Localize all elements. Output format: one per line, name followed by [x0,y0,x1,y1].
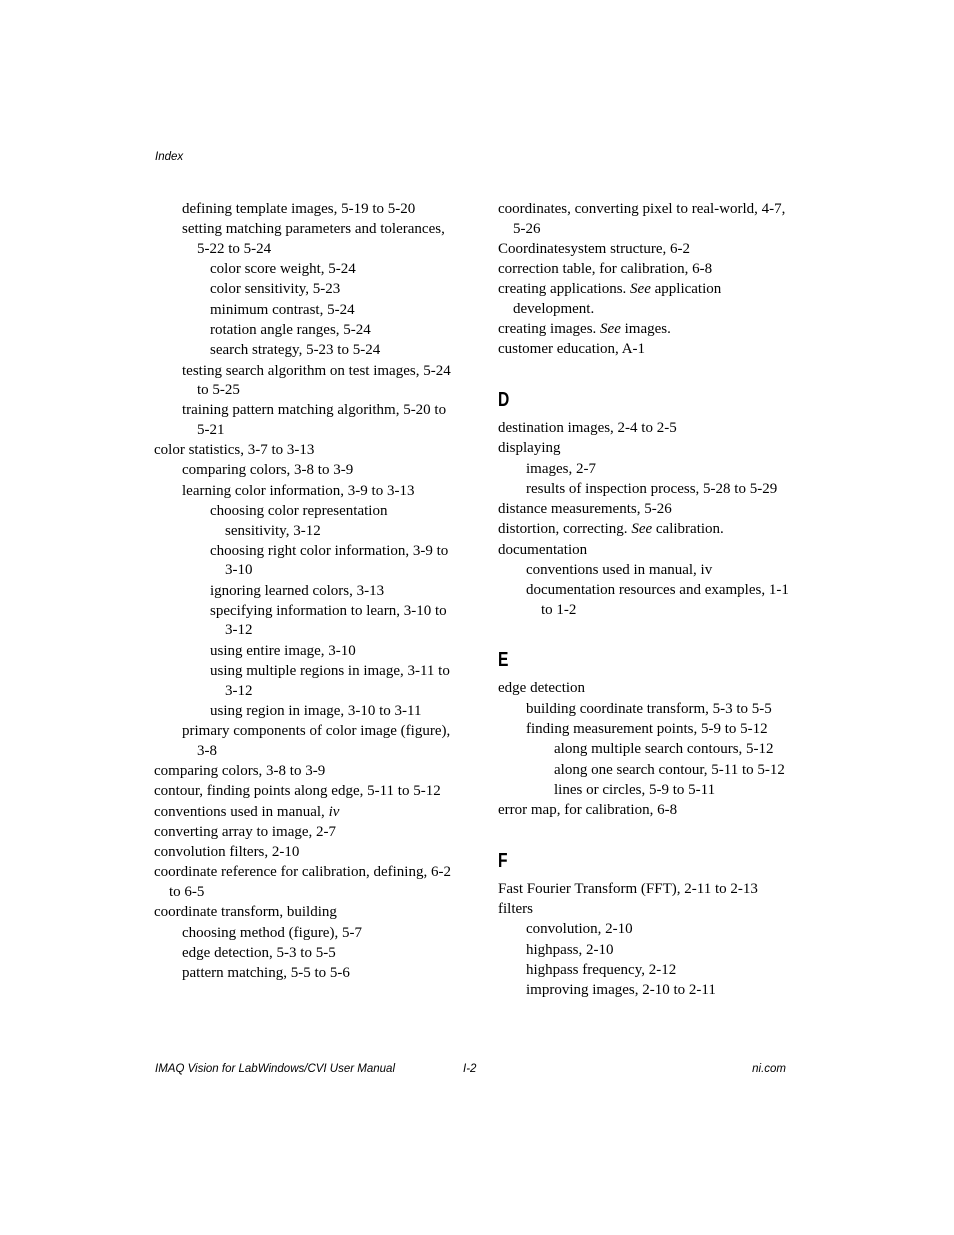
index-entry [498,700,798,720]
index-entry-text: specifying information to learn, 3-10 to 3-12 [210,602,447,639]
index-entry-text: creating images. [498,321,601,338]
index-entry [154,762,454,782]
index-entry [154,401,454,440]
index-entry-text: coordinates, converting pixel to real-world, 4-7, 5-26 [498,201,786,237]
index-entry [498,581,798,620]
index-entry-text: pattern matching, 5-5 to 5-6 [182,965,350,982]
index-entry-text: color statistics, 3-7 to 3-13 [154,442,315,459]
index-entry [498,781,798,801]
index-entry [154,662,454,701]
index-entry-text: Coordinatesystem structure, 6-2 [498,240,691,257]
index-entry-text: search strategy, 5-23 to 5-24 [210,342,381,359]
index-entry [498,439,798,459]
index-entry [154,964,454,984]
index-entry-text: displaying [498,440,561,457]
index-entry [498,240,798,260]
index-entry-text: documentation resources and examples, 1-1 to 1-2 [526,582,789,618]
index-entry [498,200,798,239]
index-entry [498,541,798,561]
section-letter-d: D [498,388,510,411]
index-entry-text: images. [620,321,671,338]
index-entry-text: calibration. [652,521,724,538]
index-entry [498,880,798,900]
index-entry-text: coordinate reference for calibration, defining, 6-2 to 6-5 [154,864,451,900]
index-entry-text: distortion, correcting. [498,521,632,538]
index-entry [498,801,798,821]
index-entry [154,542,454,581]
index-entry-text: results of inspection process, 5-28 to 5-29 [526,480,778,497]
index-entry-text: convolution, 2-10 [526,921,633,938]
index-entry [154,782,454,802]
index-entry-text: destination images, 2-4 to 2-5 [498,419,677,436]
index-column-left [154,200,454,984]
index-entry-text: correction table, for calibration, 6-8 [498,261,713,278]
index-entry [154,321,454,341]
index-entry-text: choosing color representation sensitivity, 3-12 [210,503,388,539]
index-entry-text: convolution filters, 2-10 [154,844,300,861]
index-entry-emphasis: See [631,521,653,538]
index-entry-text: creating applications. [498,281,631,298]
index-entry-text: converting array to image, 2-7 [154,823,337,840]
index-entry [498,500,798,520]
index-entry [498,340,798,360]
index-entry [154,341,454,361]
index-entry [154,803,454,823]
index-entry [154,362,454,401]
index-entry-text: distance measurements, 5-26 [498,501,672,518]
index-entry-text: edge detection [498,680,586,697]
index-entry-text: conventions used in manual, iv [526,562,713,579]
index-entry-text: setting matching parameters and tolerances, 5-22 to 5-24 [182,221,445,257]
index-entry-text: minimum contrast, 5-24 [210,301,355,318]
index-entry [154,502,454,541]
index-entry [154,260,454,280]
index-entry-text: defining template images, 5-19 to 5-20 [182,201,416,217]
index-entry-text: color sensitivity, 5-23 [210,281,341,298]
index-entry-text: using region in image, 3-10 to 3-11 [210,702,422,719]
index-entry [154,301,454,321]
index-entry [154,280,454,300]
index-entry [498,520,798,540]
index-entry [154,220,454,259]
index-entry [154,582,454,602]
index-entry-text: application development. [513,281,722,317]
running-header: Index [155,151,184,163]
index-entry-text: ignoring learned colors, 3-13 [210,582,385,599]
index-entry-text: using entire image, 3-10 [210,642,356,659]
index-entry [154,944,454,964]
index-entry [154,903,454,923]
index-entry [498,561,798,581]
index-entry [154,702,454,722]
index-entry-emphasis: See [630,281,651,298]
section-letter-f: F [498,849,508,872]
index-entry [498,460,798,480]
index-entry-text: along multiple search contours, 5-12 [554,741,774,758]
index-entry [154,924,454,944]
index-entry [498,720,798,740]
index-entry [498,320,798,340]
index-entry [154,482,454,502]
index-entry-text: comparing colors, 3-8 to 3-9 [182,462,354,479]
index-entry-text: edge detection, 5-3 to 5-5 [182,944,336,961]
section-letter-e: E [498,649,509,672]
index-entry [498,900,798,920]
index-entry-text: learning color information, 3-9 to 3-13 [182,482,415,499]
index-entry-text: choosing right color information, 3-9 to 3-10 [210,542,449,579]
index-entry [498,961,798,981]
index-entry-emphasis: See [600,321,621,338]
index-entry-text: conventions used in manual, [154,803,329,820]
index-entry-text: filters [498,900,533,917]
index-entry [154,843,454,863]
index-entry-text: finding measurement points, 5-9 to 5-12 [526,720,768,737]
index-entry-text: error map, for calibration, 6-8 [498,802,678,819]
index-entry-text: coordinate transform, building [154,904,337,921]
index-entry [498,920,798,940]
index-entry-text: color score weight, 5-24 [210,261,356,278]
footer-page-number: I-2 [463,1063,477,1075]
index-column-right [498,200,798,1001]
index-entry-text: testing search algorithm on test images, 5-24 to 5-25 [182,362,451,399]
index-entry [154,602,454,641]
index-entry-text: highpass frequency, 2-12 [526,961,677,978]
index-entry [154,823,454,843]
footer-manual-title: IMAQ Vision for LabWindows/CVI User Manual [155,1063,396,1075]
index-entry-text: highpass, 2-10 [526,941,614,958]
index-entry-text: comparing colors, 3-8 to 3-9 [154,762,326,779]
index-entry [154,642,454,662]
index-entry [154,200,454,220]
index-entry [498,480,798,500]
index-entry [498,740,798,760]
index-entry-text: primary components of color image (figure), 3-8 [182,723,451,759]
index-entry [154,441,454,461]
index-entry [154,461,454,481]
index-entry [498,419,798,439]
index-entry-text: documentation [498,541,588,558]
index-entry-text: customer education, A-1 [498,341,646,358]
index-entry-text: building coordinate transform, 5-3 to 5-5 [526,700,772,717]
index-entry-text: contour, finding points along edge, 5-11 to 5-12 [154,783,441,800]
index-entry [498,761,798,781]
index-entry-text: rotation angle ranges, 5-24 [210,321,371,338]
footer-website: ni.com [752,1063,786,1075]
index-entry [498,280,798,319]
index-entry [498,981,798,1001]
index-entry-text: Fast Fourier Transform (FFT), 2-11 to 2-13 [498,880,758,897]
index-entry-emphasis: iv [328,803,340,820]
index-entry [498,679,798,699]
index-entry-text: images, 2-7 [526,460,596,477]
index-entry [498,941,798,961]
index-entry-text: training pattern matching algorithm, 5-20 to 5-21 [182,402,447,438]
index-entry-text: using multiple regions in image, 3-11 to 3-12 [210,663,450,699]
index-entry [154,863,454,902]
index-entry-text: along one search contour, 5-11 to 5-12 [554,761,785,778]
index-entry-text: lines or circles, 5-9 to 5-11 [554,781,716,798]
index-entry-text: choosing method (figure), 5-7 [182,924,362,941]
index-entry [498,260,798,280]
index-entry [154,722,454,761]
index-entry-text: improving images, 2-10 to 2-11 [526,982,716,999]
